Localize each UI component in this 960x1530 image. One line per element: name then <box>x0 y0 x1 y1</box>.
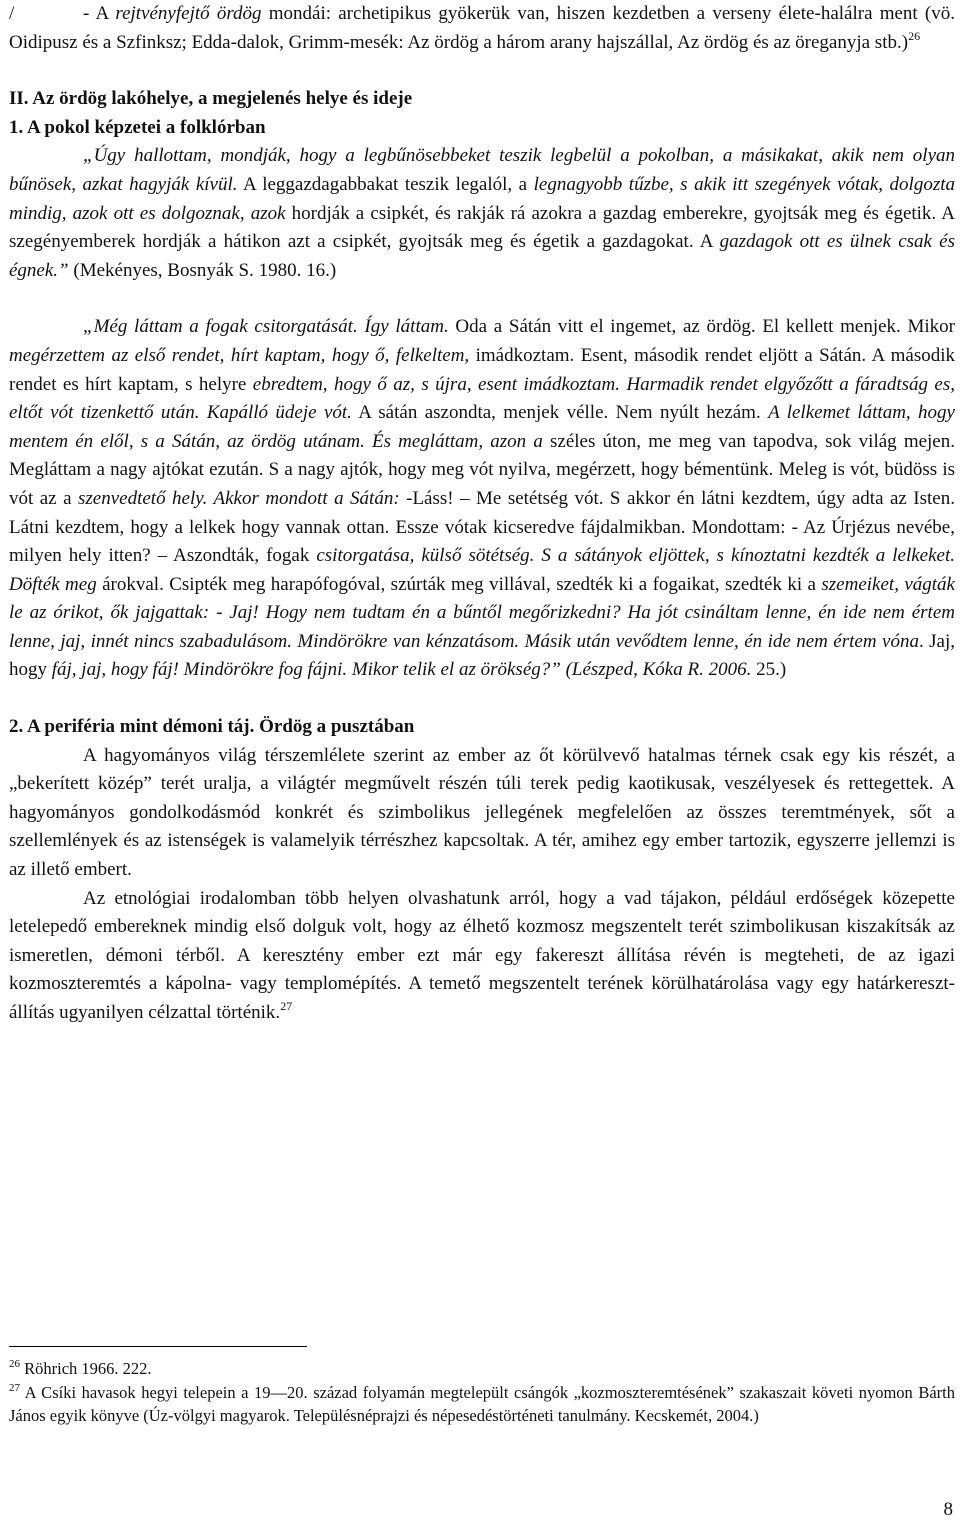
footnote-ref-27[interactable]: 27 <box>280 999 293 1013</box>
folklore-quote-2 <box>9 313 955 685</box>
quote-segment: megérzettem az első rendet, hírt kaptam, hogy ő, felkeltem, <box>9 344 470 366</box>
quote-segment: széles úton, me meg van tapodva, sok világ mejen. Megláttam a nagy ajtókat ezután. S a nagy ajtók, hogy meg vót nyilva, megérzett, hogy bémentünk. Meleg is vót, büdöss is vót az a <box>9 430 955 509</box>
quote-segment: Oda a Sátán vitt el ingemet, az ördög. <box>448 316 763 338</box>
quote-segment: 25.) <box>751 659 787 681</box>
quote-segment: -Láss! – Me setétség vót. S akkor én látni kezdtem, úgy adta az Isten. Látni kezdtem, hogy a lelkek hogy vannak ottan. Essze vótak kicseredve fájdalmikban. Mondottam: - Az Úrjézus nevébe, milyen hely itten? – Aszondták, fogak <box>9 487 955 567</box>
quote-segment: . Jaj, hogy <box>9 630 955 681</box>
footnote-26: $^{26}$ Röhrich 1966. 222. <box>9 1358 152 1378</box>
quote-segment: El kellett menjek. Mikor <box>762 316 955 338</box>
footnote-divider <box>9 1346 307 1347</box>
quote-segment: fáj, jaj, hogy fáj! Mindörökre fog fájni. Mikor telik el az örökség?” (Lészped, Kóka R. 2006. <box>51 659 752 681</box>
body-paragraph-2: Az etnológiai irodalomban több helyen olvashatunk arról, hogy a vad tájakon, például erdőségek közepette letelepedő embereknek mindig első dolguk volt, hogy az élhető kozmosz megszentelt terét szimbolikusan kiszakítsák az ismeretlen, démoni térből. A keresztény ember ezt már egy fakereszt állítása révén is megteheti, de az igazi kozmoszteremtés a kápolna- vagy templomépítés. A temető megszentelt terének körülhatárolása vagy egy határkereszt-állítás ugyanilyen célzattal történik.$^{27}$ <box>9 887 955 1023</box>
page-number: 8 <box>943 1499 953 1520</box>
section-heading: II. Az ördög lakóhelye, a megjelenés helye és ideje <box>9 88 413 110</box>
quote-segment: A lelkemet láttam, hogy mentem én elől, s a Sátán, az ördög utánam. És megláttam, azon a <box>9 402 955 452</box>
quote-segment: ebredtem, hogy ő az, s újra, esent imádkoztam. Harmadik rendet elgyőzőtt a fáradtság es, eltőt vót tizenkettő után. Kapálló üdeje vót. <box>9 373 955 424</box>
quote-segment: csitorgatása, külső sötétség. S a sátányok eljöttek, s kínoztatni kezdték a lelkeket. Döfték meg <box>9 545 956 595</box>
footnotes <box>9 1357 955 1428</box>
quote-segment: A sátán aszondta, menjek vélle. Nem nyúlt hezám. <box>351 402 769 424</box>
subsection-heading-1: 1. A pokol képzetei a folklórban <box>9 116 266 138</box>
quote-segment: árokval. Csipték meg harapófogóval, szúrták meg villával, szedték ki a fogaikat, szedték ki a <box>96 573 822 595</box>
quote-segment: szemeiket, vágták le az órikot, ők jajgattak: - Jaj! Hogy nem tudtam én a bűntől megőrizkedni? Ha jót csináltam lenne, én ide nem értem lenne, jaj, innét nincs szabadulásom. Mindörökre van kénzatásom. Másik után vevődtem lenne, én ide nem értem vóna <box>9 573 955 652</box>
footnote-ref-26[interactable]: 26 <box>908 28 921 43</box>
subsection-heading-2: 2. A periféria mint démoni táj. Ördög a pusztában <box>9 716 415 738</box>
folklore-quote-1: „Úgy hallottam, mondják, hogy a legbűnösebbeket teszik legbelül a pokolban, a másikakat, akik nem olyan bűnösek, azkat hagyják kívül. A leggazdagabbakat teszik legalól, a legnagyobb tűzbe, s akik itt szegények vótak, dolgozta mindig, azok ott es dolgoznak, azok hordják a csipkét, és rakják rá azokra a gazdag emberekre, gyojtsák meg és égetik. A szegényemberek hordják a hátikon azt a csipkét, gyojtsák meg és égetik a gazdagokat. A gazdagok ott es ülnek csak és égnek.” (Mekényes, Bosnyák S. 1980. 16.) <box>9 145 956 281</box>
footnote-27: $^{27}$ A Csíki havasok hegyi telepein a 19—20. század folyamán megtelepült csángók „kozmoszteremtésének” szakaszait követi nyomon Bárth János egyik könyve (Úz-völgyi magyarok. Településnéprajzi és népesedéstörténeti tanulmány. Kecskemét, 2004.) <box>9 1381 955 1425</box>
document-page <box>9 0 955 1530</box>
body-paragraph-1: A hagyományos világ térszemlélete szerint az ember az őt körülvevő hatalmas térnek csak egy kis részét, a „bekerített közép” terét uralja, a világtér megművelt részén túli terek pedig kaotikusak, veszélyesek és rettegettek. A hagyományos gondolkodásmód konkrét és szimbolikus jellegének megfelelően az összes teremtmények, sőt a szellemlények és az istenségek is valamelyik térrészhez kapcsoltak. A tér, amihez egy ember tartozik, egyszerre jellemzi is az illető embert. <box>9 744 955 881</box>
line-marker: / <box>9 3 15 24</box>
quote-segment: szenvedtető hely. Akkor mondott a Sátán: <box>77 487 400 509</box>
quote-segment: „Még láttam a fogak csitorgatását. Így láttam. <box>83 316 449 338</box>
quote-segment: imádkoztam. Esent, második rendet eljött a Sátán. A második rendet es hírt kaptam, s helyre <box>9 344 955 395</box>
intro-paragraph: / - A rejtvényfejtő ördög mondái: archetipikus gyökerük van, hiszen kezdetben a verseny élete-halálra ment (vö. Oidipusz és a Szfinksz; Edda-dalok, Grimm-mesék: Az ördög a három arany hajszállal, Az ördög és az öreganyja stb.)$^{26}$ <box>9 0 955 57</box>
